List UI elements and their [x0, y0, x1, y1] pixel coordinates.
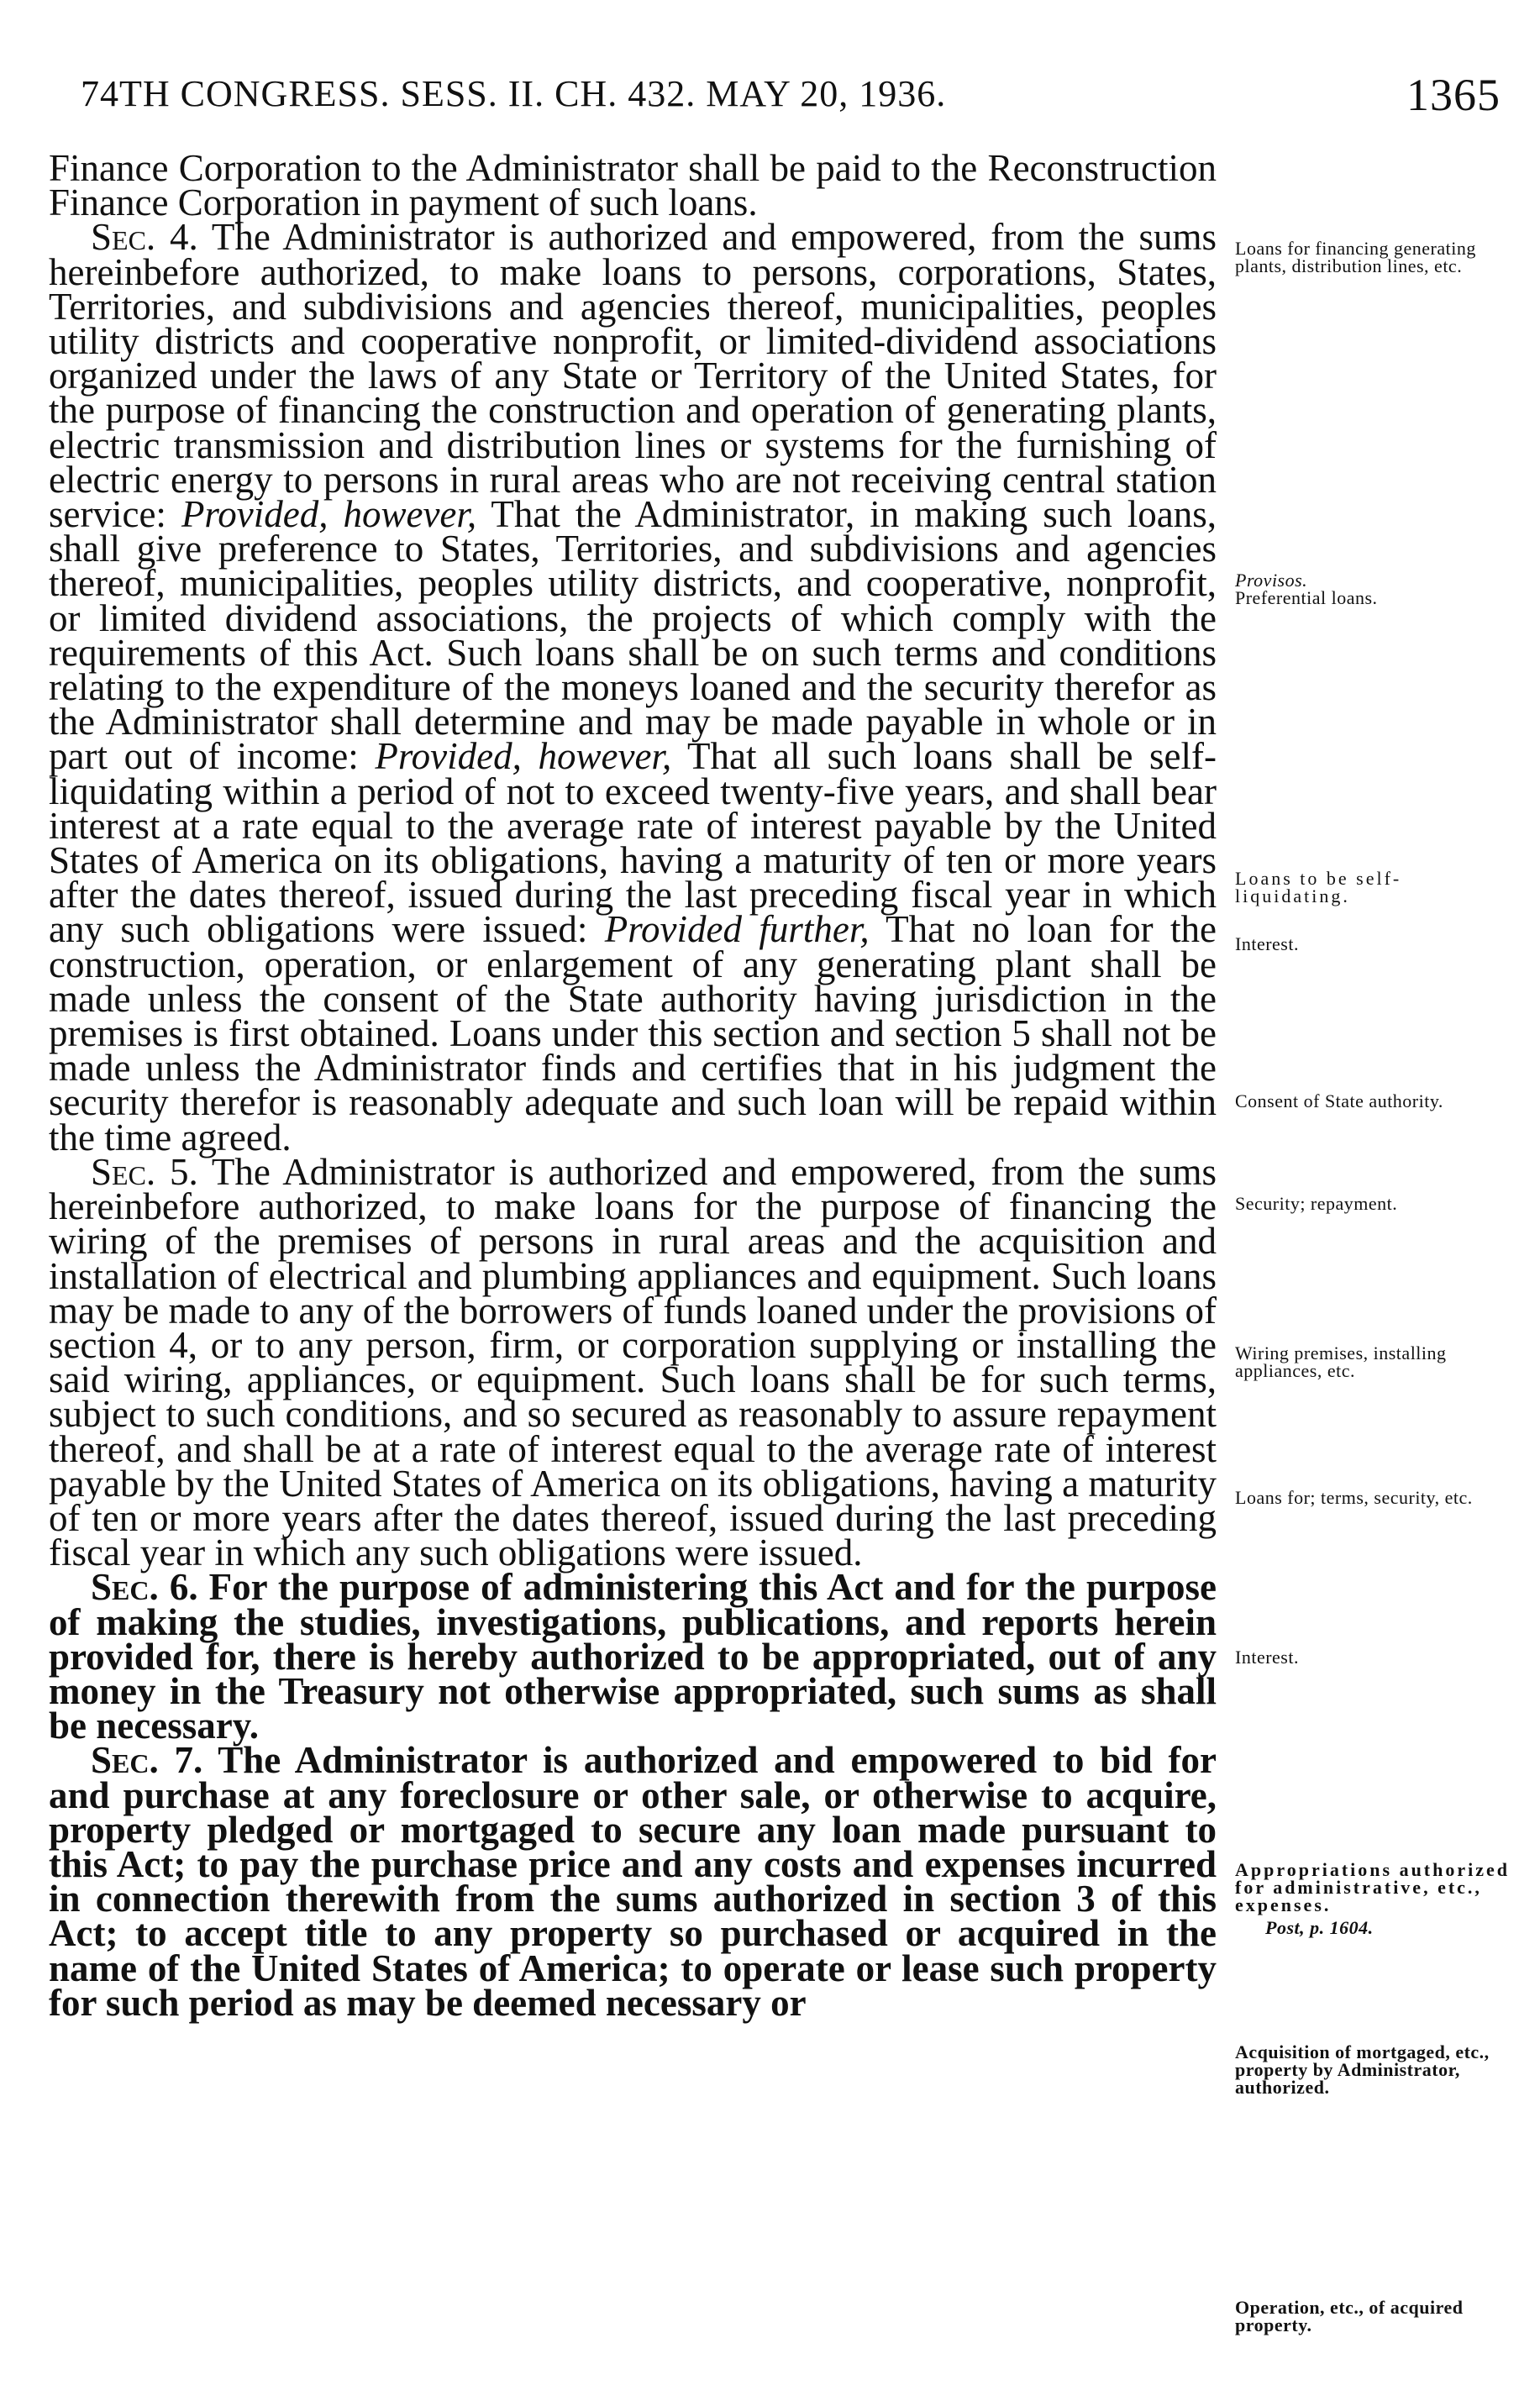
paragraph-continuation: Finance Corporation to the Administrator shall be paid to the Reconstruction Finance Corporation in payment of such loans.: [49, 147, 1217, 224]
section-text: The Administrator is authorized and empowered, from the sums hereinbefore authorized, to make loans for the purpose of financing the wiring of the premises of persons in rural areas and the acquisition and installation of electrical and plumbing appliances and equipment. Such loans may be made to any of the borrowers of funds loaned under the provisions of section 4, or to any person, firm, or corporation supplying or installing the said wiring, appliances, or equipment. Such loans shall be for such terms, subject to such conditions, and so secured as reasonably to assure repayment thereof, and shall be at a rate of interest equal to the average rate of interest payable by the United States of America on its obligations, having a maturity of ten or more years after the dates thereof, issued during the last preceding fiscal year in which any such obligations were issued.: [49, 1150, 1217, 1574]
running-head: 74TH CONGRESS. SESS. II. CH. 432. MAY 20, 1936.: [81, 73, 947, 114]
section-number: Sec. 5.: [91, 1150, 198, 1193]
margin-note: Security; repayment.: [1235, 1193, 1398, 1214]
margin-note: Interest.: [1235, 1647, 1299, 1668]
proviso-italic: Provided further,: [604, 908, 870, 951]
section-text: That no loan for the construction, operation, or enlargement of any generating plant shall be made unless the consent of the State authority having jurisdiction in the premises is first obtained. Loans under this section and section 5 shall not be made unless the Administrator finds and certifies that in his judgment the security therefor is reasonably adequate and such loan will be repaid within the time agreed.: [49, 908, 1217, 1158]
section-number: Sec. 7.: [91, 1739, 203, 1782]
margin-note: Loans for; terms, security, etc.: [1235, 1487, 1473, 1508]
section-text: The Administrator is authorized and empowered, from the sums hereinbefore authorized, to make loans to persons, corporations, States, Territories, and subdivisions and agencies thereof, municipalities, peoples utility districts and cooperative nonprofit, or limited-dividend associations organized under the laws of any State or Territory of the United States, for the purpose of financing the construction and operation of generating plants, electric transmission and distribution lines or systems for the furnishing of electric energy to persons in rural areas who are not receiving central station service:: [49, 216, 1217, 536]
margin-note: Post, p. 1604.: [1265, 1917, 1374, 1938]
margin-note: Loans for financing generating plants, distribution lines, etc.: [1235, 238, 1476, 276]
page-number: 1365: [1406, 70, 1501, 120]
margin-note: Acquisition of mortgaged, etc., property by Administrator, authorized.: [1235, 2041, 1490, 2098]
paragraph-section-6: [49, 1566, 1217, 1747]
section-text: For the purpose of administering this Act and for the purpose of making the studies, investigations, publications, and reports herein provided for, there is hereby authorized to be appropriated, out of any money in the Treasury not otherwise appropriated, such sums as shall be necessary.: [49, 1566, 1217, 1747]
paragraph-section-7: [49, 1739, 1217, 2024]
margin-note: Loans to be self-liquidating.: [1235, 868, 1402, 906]
margin-note: Operation, etc., of acquired property.: [1235, 2297, 1464, 2335]
page-header: [81, 72, 1501, 131]
margin-note: Wiring premises, installing appliances, etc.: [1235, 1342, 1447, 1381]
paragraph-section-4: [49, 216, 1217, 1158]
proviso-italic: Provided, however,: [181, 493, 477, 536]
section-text: That the Administrator, in making such loans, shall give preference to States, Territories, and subdivisions and agencies thereof, municipalities, peoples utility districts, and cooperative, nonprofit, or limited dividend associations, the projects of which comply with the requirements of this Act. Such loans shall be on such terms and conditions relating to the expenditure of the moneys loaned and the security therefor as the Administrator shall determine and may be made payable in whole or in part out of income:: [49, 493, 1217, 778]
margin-note: Provisos.: [1235, 570, 1308, 591]
margin-note: Appropriations authorized for administrative, etc., expenses.: [1235, 1859, 1511, 1915]
section-text: That all such loans shall be self-liquidating within a period of not to exceed twenty-five years, and shall bear interest at a rate equal to the average rate of interest payable by the United States of America on its obligations, having a maturity of ten or more years after the dates thereof, issued during the last preceding fiscal year in which any such obligations were issued:: [49, 735, 1217, 951]
section-number: Sec. 4.: [91, 216, 198, 259]
section-text: The Administrator is authorized and empowered to bid for and purchase at any foreclosure or other sale, or otherwise to acquire, property pledged or mortgaged to secure any loan made pursuant to this Act; to pay the purchase price and any costs and expenses incurred in connection therewith from the sums authorized in section 3 of this Act; to accept title to any property so purchased or acquired in the name of the United States of America; to operate or lease such property for such period as may be deemed necessary or: [49, 1739, 1217, 2024]
section-number: Sec. 6.: [91, 1566, 198, 1609]
margin-note: Consent of State authority.: [1235, 1090, 1443, 1111]
proviso-italic: Provided, however,: [375, 735, 672, 778]
margin-note: Interest.: [1235, 933, 1299, 954]
margin-note: Preferential loans.: [1235, 587, 1378, 608]
main-text: [49, 147, 1217, 2024]
paragraph-section-5: [49, 1150, 1217, 1574]
